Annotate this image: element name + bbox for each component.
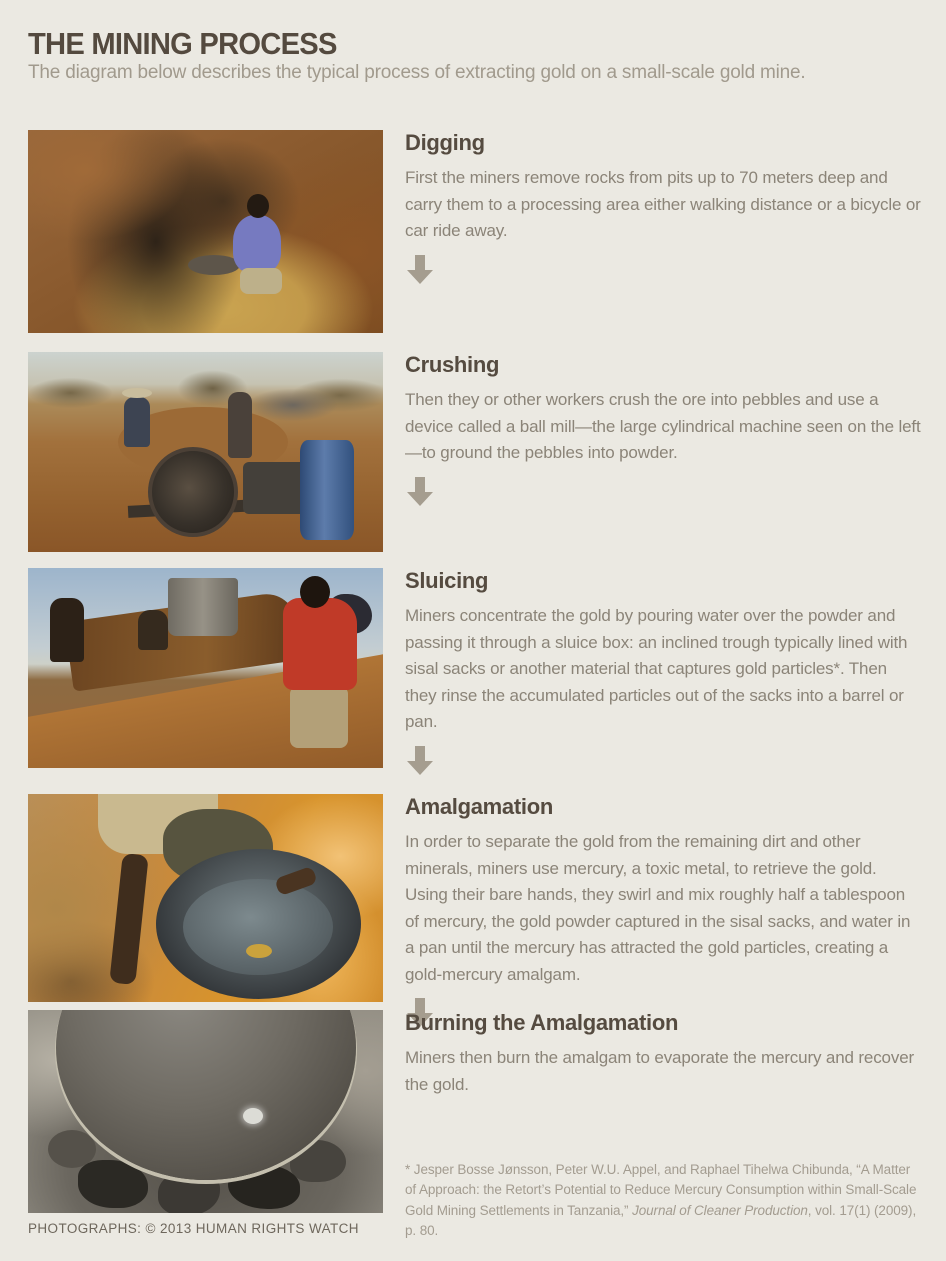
ball-mill-flywheel [148,447,238,537]
miner-figure [50,598,84,662]
sluice-box-photo [28,568,383,768]
down-arrow-icon [407,255,433,284]
step-title: Burning the Amalgamation [405,1010,679,1035]
miner-head [247,194,269,218]
down-arrow-icon [407,746,433,775]
silver-amalgam-piece [243,1108,263,1124]
arrow-stem [415,477,425,492]
step-description: In order to separate the gold from the remaining dirt and other minerals, miners use mercury, a toxic metal, to retrieve the gold. Using their bare hands, they swirl and mix roughly half a tablespoon of mercury, the gold powder captured in the sisal sacks, and water in a pan until the mercury has attracted the gold particles, creating a gold-mercury amalgam. [405,832,911,984]
footnote-text-after: , vol. 17(1) (2009), p. 80. [405,1202,917,1238]
photo-credit: PHOTOGRAPHS: © 2013 HUMAN RIGHTS WATCH [28,1221,359,1236]
arrow-head [407,270,433,284]
digging-pit-photo [28,130,383,333]
panning-amalgam-photo [28,794,383,1002]
worker-hat [122,388,152,398]
step-text-crushing [405,352,923,506]
step-title: Crushing [405,352,500,377]
down-arrow-icon [407,477,433,506]
metal-bucket [168,578,238,636]
page-subtitle: The diagram below describes the typical process of extracting gold on a small-scale gold mine. [28,62,806,83]
miner-pants [240,268,282,294]
miner-figure [138,610,168,650]
red-jacket-boy [283,598,357,690]
gold-amalgam-fleck [246,944,272,958]
blue-barrel [300,440,354,540]
crushing-ball-mill-photo [28,352,383,552]
footnote [405,1160,921,1241]
step-description: Then they or other workers crush the ore into pebbles and use a device called a ball mill—the large cylindrical machine seen on the left—to ground the pebbles into powder. [405,390,921,463]
arrow-stem [415,255,425,270]
step-title: Digging [405,130,485,155]
step-description: Miners concentrate the gold by pouring water over the powder and passing it through a sluice box: an inclined trough typically lined with sisal sacks or another material that captures gold particles*. Then they rinse the accumulated particles out of the sacks into a barrel or pan. [405,606,908,732]
step-title: Amalgamation [405,794,553,819]
footnote-text-before: * Jesper Bosse Jønsson, Peter W.U. Appel, and Raphael Tihelwa Chibunda, “A Matter of Approach: the Retort’s Potential to Reduce Mercury Consumption within Small-Scale Gold Mining Settlements in Tanzania,” [405,1162,917,1218]
step-title: Sluicing [405,568,489,593]
arrow-head [407,761,433,775]
step-text-amalgamation [405,794,923,1027]
page-title: THE MINING PROCESS [28,26,337,61]
step-text-sluicing [405,568,923,775]
pan-water [183,879,333,975]
boy-head [300,576,330,608]
miner-figure [233,215,281,273]
step-description: Miners then burn the amalgam to evaporate the mercury and recover the gold. [405,1048,915,1094]
worker-figure [228,392,252,458]
step-description: First the miners remove rocks from pits up to 70 meters deep and carry them to a processing area either walking distance or a bicycle or car ride away. [405,168,921,241]
step-text-burning [405,1010,923,1098]
footnote-journal-title: Journal of Cleaner Production [632,1202,808,1218]
step-text-digging [405,130,923,284]
arrow-head [407,492,433,506]
miner-pan [188,255,240,275]
burning-amalgam-photo [28,1010,383,1213]
boy-pants [290,686,348,748]
pit-earth-background [28,130,383,333]
worker-figure [124,397,150,447]
arrow-stem [415,746,425,761]
